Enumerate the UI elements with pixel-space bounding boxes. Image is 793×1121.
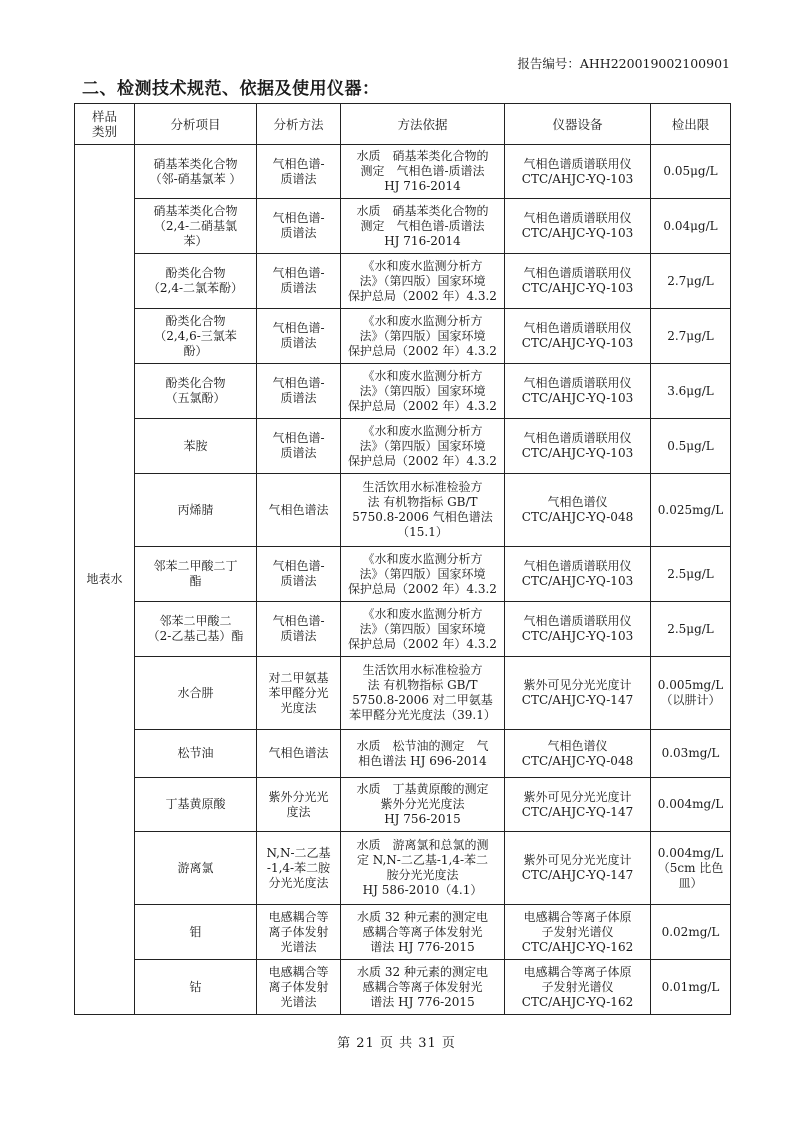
basis-cell: 水质 丁基黄原酸的测定 紫外分光光度法 HJ 756-2015 (341, 778, 505, 832)
item-cell: 硝基苯类化合物 （邻-硝基氯苯 ） (135, 145, 257, 199)
basis-cell: 《水和废水监测分析方 法》（第四版）国家环境 保护总局（2002 年）4.3.2 (341, 309, 505, 364)
limit-cell: 2.5μg/L (651, 547, 731, 602)
col-analysis-item: 分析项目 (135, 104, 257, 145)
method-cell: 气相色谱法 (257, 474, 341, 547)
basis-cell: 水质 游离氯和总氯的测 定 N,N-二乙基-1,4-苯二 胺分光光度法 HJ 586-2010（4.1） (341, 832, 505, 905)
item-cell: 游离氯 (135, 832, 257, 905)
col-detection-limit: 检出限 (651, 104, 731, 145)
instrument-cell: 气相色谱仪 CTC/AHJC-YQ-048 (505, 730, 651, 778)
basis-cell: 水质 硝基苯类化合物的 测定 气相色谱-质谱法 HJ 716-2014 (341, 145, 505, 199)
col-sample-type: 样品 类别 (75, 104, 135, 145)
item-cell: 苯胺 (135, 419, 257, 474)
sample-type-cell: 地表水 (75, 145, 135, 1015)
instrument-cell: 电感耦合等离子体原 子发射光谱仪 CTC/AHJC-YQ-162 (505, 960, 651, 1015)
limit-cell: 0.01mg/L (651, 960, 731, 1015)
report-number: 报告编号：AHH220019002100901 (517, 56, 730, 71)
table-row (75, 547, 731, 602)
page-number: 第 21 页 共 31 页 (337, 1036, 456, 1051)
basis-cell: 水质 32 种元素的测定电 感耦合等离子体发射光 谱法 HJ 776-2015 (341, 905, 505, 960)
table-row (75, 905, 731, 960)
method-cell: 紫外分光光 度法 (257, 778, 341, 832)
method-cell: 气相色谱- 质谱法 (257, 309, 341, 364)
item-cell: 钴 (135, 960, 257, 1015)
instrument-cell: 气相色谱质谱联用仪 CTC/AHJC-YQ-103 (505, 419, 651, 474)
limit-cell: 0.5μg/L (651, 419, 731, 474)
method-cell: 气相色谱法 (257, 730, 341, 778)
limit-cell: 0.005mg/L （以肼计） (651, 657, 731, 730)
instrument-cell: 气相色谱质谱联用仪 CTC/AHJC-YQ-103 (505, 309, 651, 364)
basis-cell: 《水和废水监测分析方 法》（第四版）国家环境 保护总局（2002 年）4.3.2 (341, 364, 505, 419)
limit-cell: 0.025mg/L (651, 474, 731, 547)
item-cell: 水合肼 (135, 657, 257, 730)
table-row (75, 960, 731, 1015)
instrument-cell: 气相色谱质谱联用仪 CTC/AHJC-YQ-103 (505, 547, 651, 602)
method-cell: 电感耦合等 离子体发射 光谱法 (257, 905, 341, 960)
instrument-cell: 气相色谱质谱联用仪 CTC/AHJC-YQ-103 (505, 145, 651, 199)
limit-cell: 2.7μg/L (651, 309, 731, 364)
limit-cell: 2.7μg/L (651, 254, 731, 309)
limit-cell: 0.04μg/L (651, 199, 731, 254)
method-cell: 气相色谱- 质谱法 (257, 419, 341, 474)
limit-cell: 0.02mg/L (651, 905, 731, 960)
table-row (75, 145, 731, 199)
col-analysis-method: 分析方法 (257, 104, 341, 145)
instrument-cell: 气相色谱质谱联用仪 CTC/AHJC-YQ-103 (505, 602, 651, 657)
col-method-basis: 方法依据 (341, 104, 505, 145)
limit-cell: 0.05μg/L (651, 145, 731, 199)
table-row (75, 778, 731, 832)
method-cell: 气相色谱- 质谱法 (257, 547, 341, 602)
item-cell: 邻苯二甲酸二 （2-乙基己基）酯 (135, 602, 257, 657)
instrument-cell: 紫外可见分光光度计 CTC/AHJC-YQ-147 (505, 832, 651, 905)
method-cell: 电感耦合等 离子体发射 光谱法 (257, 960, 341, 1015)
basis-cell: 《水和废水监测分析方 法》（第四版）国家环境 保护总局（2002 年）4.3.2 (341, 602, 505, 657)
method-cell: 气相色谱- 质谱法 (257, 199, 341, 254)
basis-cell: 《水和废水监测分析方 法》（第四版）国家环境 保护总局（2002 年）4.3.2 (341, 254, 505, 309)
item-cell: 松节油 (135, 730, 257, 778)
table-row (75, 602, 731, 657)
table-row (75, 832, 731, 905)
table-row (75, 254, 731, 309)
basis-cell: 水质 硝基苯类化合物的 测定 气相色谱-质谱法 HJ 716-2014 (341, 199, 505, 254)
table-row (75, 364, 731, 419)
item-cell: 硝基苯类化合物 （2,4-二硝基氯 苯） (135, 199, 257, 254)
limit-cell: 0.004mg/L （5cm 比色 皿） (651, 832, 731, 905)
table-row (75, 657, 731, 730)
table-row (75, 309, 731, 364)
method-cell: 气相色谱- 质谱法 (257, 602, 341, 657)
method-cell: 气相色谱- 质谱法 (257, 364, 341, 419)
basis-cell: 生活饮用水标准检验方 法 有机物指标 GB/T 5750.8-2006 对二甲氨基 苯甲醛分光光度法（39.1） (341, 657, 505, 730)
item-cell: 丁基黄原酸 (135, 778, 257, 832)
table-row (75, 199, 731, 254)
method-cell: 气相色谱- 质谱法 (257, 254, 341, 309)
item-cell: 丙烯腈 (135, 474, 257, 547)
method-cell: 气相色谱- 质谱法 (257, 145, 341, 199)
spec-table (74, 103, 731, 1015)
instrument-cell: 气相色谱仪 CTC/AHJC-YQ-048 (505, 474, 651, 547)
basis-cell: 生活饮用水标准检验方 法 有机物指标 GB/T 5750.8-2006 气相色谱法 （15.1） (341, 474, 505, 547)
limit-cell: 0.004mg/L (651, 778, 731, 832)
instrument-cell: 气相色谱质谱联用仪 CTC/AHJC-YQ-103 (505, 199, 651, 254)
item-cell: 酚类化合物 （2,4-二氯苯酚） (135, 254, 257, 309)
method-cell: 对二甲氨基 苯甲醛分光 光度法 (257, 657, 341, 730)
table-row (75, 730, 731, 778)
section-title: 二、检测技术规范、依据及使用仪器： (82, 79, 380, 99)
table-row (75, 419, 731, 474)
item-cell: 酚类化合物 （2,4,6-三氯苯 酚） (135, 309, 257, 364)
basis-cell: 水质 松节油的测定 气 相色谱法 HJ 696-2014 (341, 730, 505, 778)
method-cell: N,N-二乙基 -1,4-苯二胺 分光光度法 (257, 832, 341, 905)
limit-cell: 2.5μg/L (651, 602, 731, 657)
instrument-cell: 气相色谱质谱联用仪 CTC/AHJC-YQ-103 (505, 364, 651, 419)
basis-cell: 水质 32 种元素的测定电 感耦合等离子体发射光 谱法 HJ 776-2015 (341, 960, 505, 1015)
item-cell: 酚类化合物 （五氯酚） (135, 364, 257, 419)
limit-cell: 3.6μg/L (651, 364, 731, 419)
col-instrument: 仪器设备 (505, 104, 651, 145)
item-cell: 邻苯二甲酸二丁 酯 (135, 547, 257, 602)
table-row (75, 474, 731, 547)
limit-cell: 0.03mg/L (651, 730, 731, 778)
instrument-cell: 气相色谱质谱联用仪 CTC/AHJC-YQ-103 (505, 254, 651, 309)
table-header-row (75, 104, 731, 145)
instrument-cell: 紫外可见分光光度计 CTC/AHJC-YQ-147 (505, 778, 651, 832)
basis-cell: 《水和废水监测分析方 法》（第四版）国家环境 保护总局（2002 年）4.3.2 (341, 419, 505, 474)
basis-cell: 《水和废水监测分析方 法》（第四版）国家环境 保护总局（2002 年）4.3.2 (341, 547, 505, 602)
instrument-cell: 紫外可见分光光度计 CTC/AHJC-YQ-147 (505, 657, 651, 730)
item-cell: 钼 (135, 905, 257, 960)
instrument-cell: 电感耦合等离子体原 子发射光谱仪 CTC/AHJC-YQ-162 (505, 905, 651, 960)
